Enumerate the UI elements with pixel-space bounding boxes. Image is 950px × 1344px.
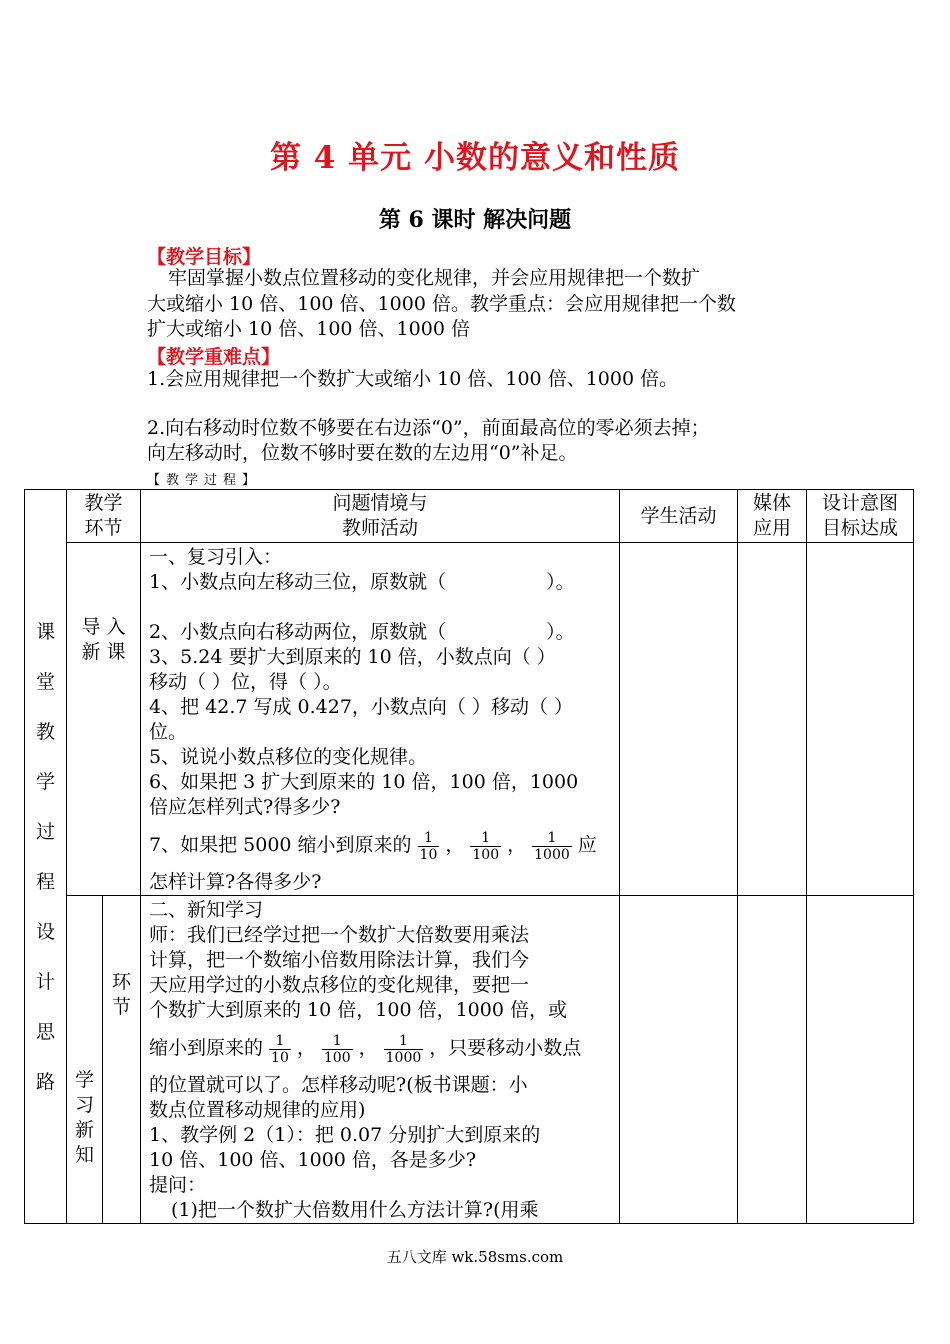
table-row-new-learning [25,896,914,1224]
side-char: 计 [35,970,55,993]
lesson-plan-table [24,489,914,1224]
header-design-intent: 设计意图 目标达成 [807,490,914,543]
fraction-1-1000: $\frac{1}{1000}$ [534,829,570,863]
media-cell [738,543,807,896]
side-char: 路 [35,1070,55,1093]
header-media: 媒体 应用 [738,490,807,543]
fraction-1-100: $\frac{1}{100}$ [323,1032,351,1066]
side-char: 设 [35,920,55,943]
side-char: 过 [35,820,55,843]
key-points-heading: 【教学重难点】 [147,346,281,368]
design-intent-cell [807,896,914,1224]
side-char: 程 [35,870,55,893]
goal-line: 大或缩小 10 倍、100 倍、1000 倍。教学重点：会应用规律把一个数 [147,293,736,315]
fraction-1-1000: $\frac{1}{1000}$ [385,1032,422,1066]
section-char: 环 [112,971,132,993]
design-intent-cell [807,543,914,896]
teaching-goal-heading: 【教学目标】 [147,246,262,268]
review-content-cell: 一、复习引入： 1、小数点向左移动三位，原数就（ ）。 2、小数点向右移动两位，原数就（ ）。 3、5.24 要扩大到原来的 10 倍，小数点向（ ） 移动（ ）位，得（ ）。 4、把 42.7 写成 0.427，小数点向（ ）移动（ ） 位。 5、说说小数点移位的变化规律。 6、如果把 3 扩大到原来的 10 倍，100 倍，1000 倍应怎样列式?得多少? 7、如果把 5000 缩小到原来的 $\frac{1}{10}$ ， $\frac{1}{100}$ ， $\frac{1}{1000}$ 应 怎样计算?各得多少? [141,543,620,896]
fraction-1-10: $\frac{1}{10}$ [419,829,438,863]
section-link-cell [103,896,141,1224]
process-heading: 【教学过程】 [147,473,262,488]
page-title: 第 4 单元 小数的意义和性质 [270,140,680,176]
side-char: 教 [35,720,55,743]
section-char: 节 [112,996,132,1018]
fraction-1-10: $\frac{1}{10}$ [271,1032,289,1066]
side-char: 堂 [35,670,55,693]
footer-source: 五八文库 wk.58sms.com [386,1248,564,1266]
goal-line: 牢固掌握小数点位置移动的变化规律，并会应用规律把一个数扩 [168,267,701,289]
key-point-1: 1.会应用规律把一个数扩大或缩小 10 倍、100 倍、1000 倍。 [147,368,679,390]
intro-link-cell [67,543,141,896]
learn-char: 学 [74,1069,94,1091]
learn-char: 习 [74,1094,94,1116]
header-student-activity: 学生活动 [620,490,738,543]
header-situation: 问题情境与 教师活动 [141,490,620,543]
student-activity-cell [620,896,738,1224]
header-teaching-link: 教学 环节 [67,490,141,543]
media-cell [738,896,807,1224]
side-char: 思 [35,1020,55,1043]
key-point-2: 2.向右移动时位数不够要在右边添“0”，前面最高位的零必须去掉； [147,417,710,439]
lesson-subtitle: 第 6 课时 解决问题 [378,207,572,233]
goal-line: 扩大或缩小 10 倍、100 倍、1000 倍 [147,318,470,340]
table-row-review [25,543,914,896]
table-header-row [25,490,914,543]
intro-label: 新 课 [81,641,126,663]
learn-char: 新 [74,1119,94,1141]
key-point-2-cont: 向左移动时，位数不够时要在数的左边用“0”补足。 [147,442,578,464]
student-activity-cell [620,543,738,896]
process-design-side-label [25,490,67,1224]
fraction-1-100: $\frac{1}{100}$ [472,829,500,863]
side-char: 课 [35,620,55,643]
learn-char: 知 [74,1144,94,1166]
side-char: 学 [35,770,55,793]
learn-link-cell [67,896,103,1224]
intro-label: 导 入 [81,616,126,638]
new-learning-content-cell: 二、新知学习 师：我们已经学过把一个数扩大倍数要用乘法 计算，把一个数缩小倍数用除法计算，我们今 天应用学过的小数点移位的变化规律，要把一 个数扩大到原来的 10 倍，100 倍，1000 倍，或 缩小到原来的 $\frac{1}{10}$ ， $\frac{1}{100}$ ， $\frac{1}{1000}$ ，只要移动小数点 的位置就可以了。怎样移动呢?(板书课题：小 数点位置移动规律的应用) 1、教学例 2（1）：把 0.07 分别扩大到原来的 10 倍、100 倍、1000 倍，各是多少? 提问： (1)把一个数扩大倍数用什么方法计算?(用乘 [141,896,620,1224]
